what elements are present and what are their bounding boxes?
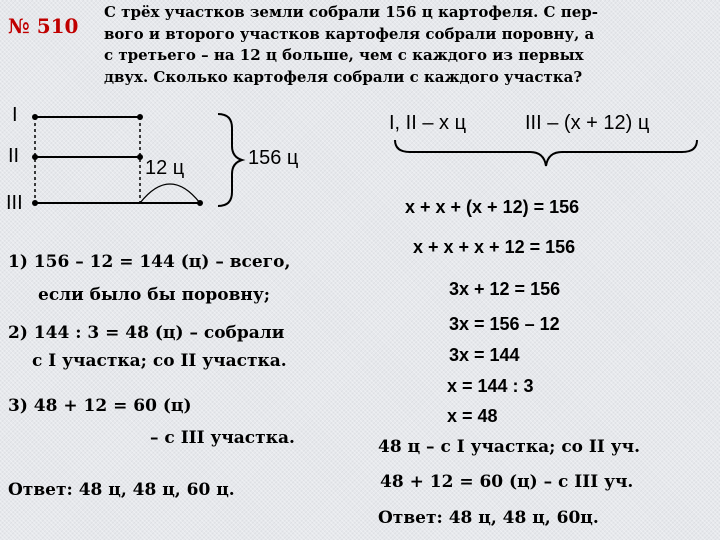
equation-4: 3x = 156 – 12 [449,314,560,334]
step2-line2: с I участка; со II участка. [32,351,287,371]
label-iii: III [6,192,23,214]
total-label: 156 ц [248,147,299,169]
extra-arc [140,184,200,203]
problem-line: двух. Сколько картофеля собрали с каждого участка? [104,67,583,86]
conclusion-line1: 48 ц – с I участка; со II уч. [378,437,640,457]
extra-label: 12 ц [145,157,185,179]
step3-line1: 3) 48 + 12 = 60 (ц) [8,396,192,416]
equation-6: x = 144 : 3 [447,376,534,396]
equation-3: 3x + 12 = 156 [449,279,561,299]
step1-line2: если было бы поровну; [38,285,271,305]
answer-arithmetic: Ответ: 48 ц, 48 ц, 60 ц. [8,480,235,500]
problem-line: с третьего – на 12 ц больше, чем с каждого из первых [104,46,584,64]
equation-1: x + x + (x + 12) = 156 [405,197,580,217]
top-brace [395,140,697,166]
problem-number: № 510 [8,14,79,38]
step2-line1: 2) 144 : 3 = 48 (ц) – собрали [8,323,285,343]
label-x-plus-12: III – (x + 12) ц [525,112,650,134]
label-i: I [12,104,18,126]
label-ii: II [8,145,20,167]
equation-2: x + x + x + 12 = 156 [413,237,576,257]
answer-equation: Ответ: 48 ц, 48 ц, 60ц. [378,508,599,528]
step1-line1: 1) 156 – 12 = 144 (ц) – всего, [8,252,291,272]
problem-line: вого и второго участков картофеля собрали поровну, а [104,24,595,43]
problem-line: С трёх участков земли собрали 156 ц картофеля. С пер- [104,3,598,21]
conclusion-line2: 48 + 12 = 60 (ц) – с III уч. [380,472,634,492]
equation-7: x = 48 [447,406,498,426]
total-brace [218,114,242,206]
step3-line2: – с III участка. [150,428,295,448]
equation-5: 3x = 144 [449,345,520,365]
label-x-groups: I, II – x ц [389,112,467,134]
